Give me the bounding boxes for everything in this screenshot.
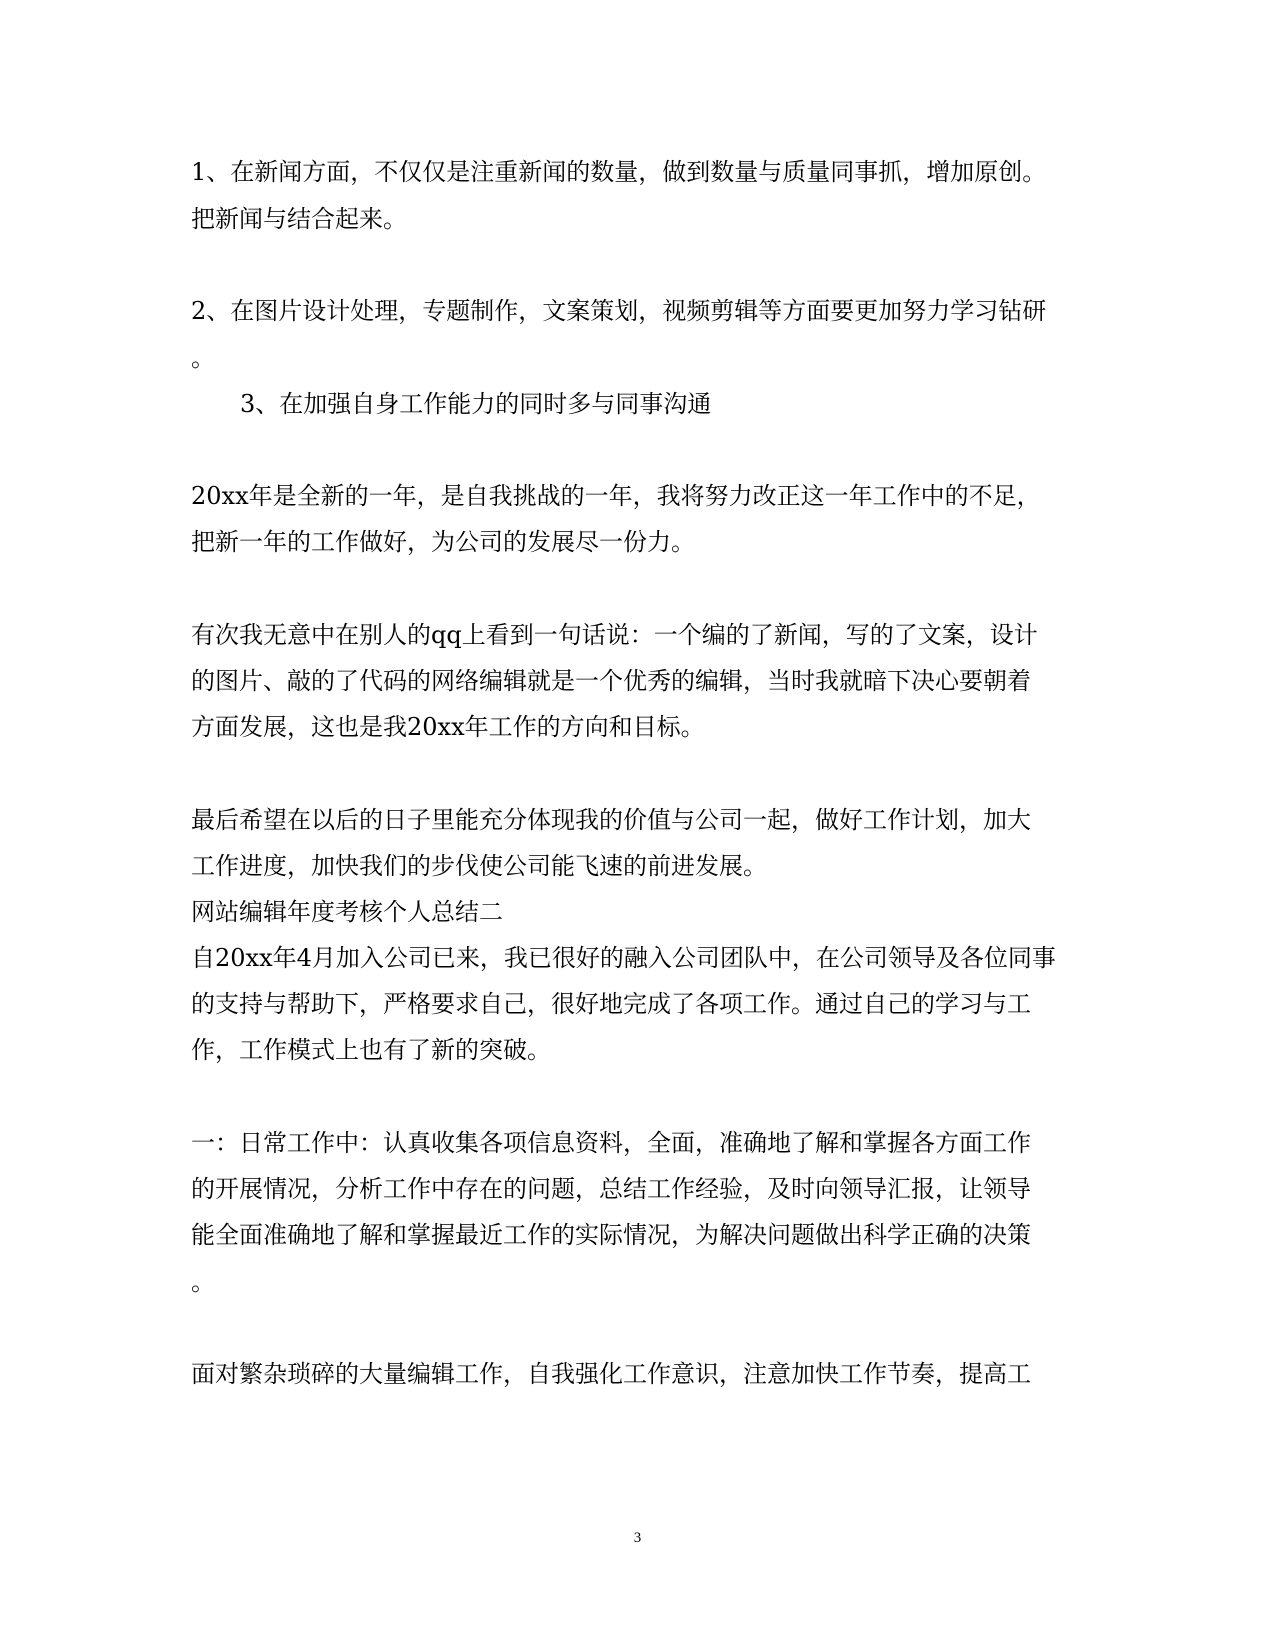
section-heading: 网站编辑年度考核个人总结二	[191, 898, 503, 926]
text-line: 面对繁杂琐碎的大量编辑工作，自我强化工作意识，注意加快工作节奏，提高工	[191, 1360, 1031, 1388]
text-line: 。	[191, 1268, 215, 1296]
text-line: 作，工作模式上也有了新的突破。	[191, 1036, 551, 1064]
text-line: 工作进度，加快我们的步伐使公司能飞速的前进发展。	[191, 852, 767, 880]
text-line: 的支持与帮助下，严格要求自己，很好地完成了各项工作。通过自己的学习与工	[191, 990, 1031, 1018]
text-line: 一：日常工作中：认真收集各项信息资料，全面，准确地了解和掌握各方面工作	[191, 1129, 1031, 1157]
text-line: 自20xx年4月加入公司已来，我已很好的融入公司团队中，在公司领导及各位同事	[191, 944, 1056, 972]
text-line: 1、在新闻方面，不仅仅是注重新闻的数量，做到数量与质量同事抓，增加原创。	[191, 158, 1047, 186]
text-line: 把新一年的工作做好，为公司的发展尽一份力。	[191, 528, 695, 556]
text-line: 2、在图片设计处理，专题制作，文案策划，视频剪辑等方面要更加努力学习钻研	[191, 297, 1047, 325]
text-line: 有次我无意中在别人的qq上看到一句话说：一个编的了新闻，写的了文案，设计	[191, 621, 1038, 649]
text-line: 最后希望在以后的日子里能充分体现我的价值与公司一起，做好工作计划，加大	[191, 806, 1031, 834]
text-line: 能全面准确地了解和掌握最近工作的实际情况，为解决问题做出科学正确的决策	[191, 1221, 1031, 1249]
text-line: 方面发展，这也是我20xx年工作的方向和目标。	[191, 713, 705, 741]
text-line: 。	[191, 344, 215, 372]
text-line: 的图片、敲的了代码的网络编辑就是一个优秀的编辑，当时我就暗下决心要朝着	[191, 667, 1031, 695]
text-line: 的开展情况，分析工作中存在的问题，总结工作经验，及时向领导汇报，让领导	[191, 1175, 1031, 1203]
text-line: 20xx年是全新的一年，是自我挑战的一年，我将努力改正这一年工作中的不足，	[191, 482, 1041, 510]
text-line: 3、在加强自身工作能力的同时多与同事沟通	[240, 390, 712, 418]
text-line: 把新闻与结合起来。	[191, 205, 407, 233]
page-number: 3	[633, 1530, 642, 1546]
